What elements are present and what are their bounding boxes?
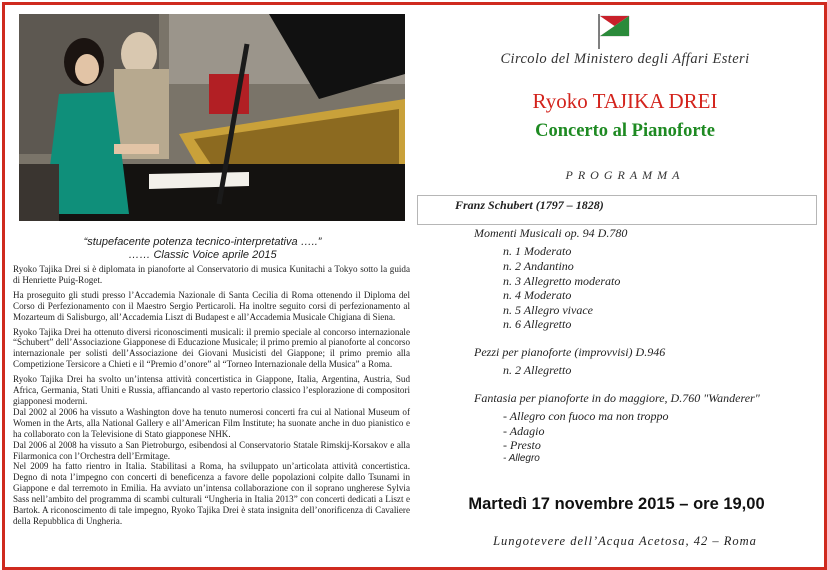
event-address: Lungotevere dell’Acqua Acetosa, 42 – Roma	[493, 534, 757, 548]
movement-item: n. 5 Allegro vivace	[503, 303, 593, 317]
review-quote: “stupefacente potenza tecnico-interpretativa …..”	[83, 236, 322, 248]
movement-item: n. 6 Allegretto	[503, 317, 572, 331]
bio-paragraph: Ryoko Tajika Drei si è diplomata in pianoforte al Conservatorio di musica Kunitachi a Tokyo sotto la guida di Henriette Puig-Roget.	[13, 264, 410, 285]
bio-paragraph: Dal 2002 al 2006 ha vissuto a Washington dove ha tenuto numerosi concerti fra cui al National Museum of Women in the Arts, alla National Gallery e all’American Film Institute; ha suonate anche in duo pianistico e ha collaborato con la Televisione di Stato giapponese NHK.	[13, 406, 410, 439]
artist-name: Ryoko TAJIKA DREI	[532, 89, 718, 113]
work-title: Momenti Musicali op. 94 D.780	[474, 226, 628, 240]
movement-item: - Allegro con fuoco ma non troppo	[503, 409, 669, 423]
bio-paragraph: Nel 2009 ha fatto rientro in Italia. Stabilitasi a Roma, ha sviluppato un’articolata attività concertistica. Degno di nota l’impegno con concerti di beneficenza a favore delle popolazioni colpite dallo Tsunami in Giappone e dal terremoto in Emilia. Ha avviato un’intensa collaborazione con il soprano ungherese Sylvia Sass nell’ambito del programma di scambi culturali “Ungheria in Italia 2013” con concerti dedicati a Liszt e Bartok. A riconoscimento di tale impegno, Ryoko Tajika Drei è stata insignita dell’onorificenza di Cavaliere della Repubblica di Ungheria.	[13, 461, 410, 526]
pianist-photo	[19, 14, 405, 221]
pianist-illustration	[19, 14, 405, 221]
movement-item: n. 4 Moderato	[503, 288, 572, 302]
club-name: Circolo del Ministero degli Affari Esteri	[500, 51, 750, 67]
movement-item: n. 1 Moderato	[503, 244, 572, 258]
bio-paragraph: Dal 2006 al 2008 ha vissuto a San Pietroburgo, esibendosi al Conservatorio Statale Rimskij-Korsakov e alla Filarmonica con l’Orchestra dell’Ermitage.	[13, 439, 410, 461]
biography	[13, 264, 410, 527]
movement-item: n. 2 Andantino	[503, 259, 574, 273]
movement-item: n. 2 Allegretto	[503, 363, 572, 377]
movement-item: - Adagio	[503, 424, 545, 438]
review-source: …… Classic Voice aprile 2015	[128, 249, 277, 261]
concert-title: Concerto al Pianoforte	[535, 121, 715, 141]
work-title: Fantasia per pianoforte in do maggiore, D.760 "Wanderer"	[474, 391, 760, 405]
club-flag-icon	[596, 13, 630, 54]
bio-paragraph: Ha proseguito gli studi presso l’Accademia Nazionale di Santa Cecilia di Roma ottenendo il Diploma del Corso di Perfezionamento con il Maestro Sergio Perticaroli. Ha inoltre seguito corsi di perfezionamento al Mozarteum di Salisburgo, all’Accademia Liszt di Budapest e all’Accademia Musicale Chigiana di Siena.	[13, 289, 410, 322]
event-datetime: Martedì 17 novembre 2015 – ore 19,00	[468, 495, 765, 513]
movement-item: - Allegro	[503, 453, 540, 464]
movement-item: - Presto	[503, 438, 541, 452]
bio-paragraph: Ryoko Tajika Drei ha svolto un’intensa attività concertistica in Giappone, Italia, Argentina, Austria, Sud Africa, Germania, Stati Uniti e Russia, affiancando al vasto repertorio classico l’esplorazione di compositori giapponesi moderni.	[13, 374, 410, 406]
bio-paragraph: Ryoko Tajika Drei ha ottenuto diversi riconoscimenti musicali: il premio speciale al concorso internazionale “Schubert” dell’Associazione Giapponese di Educazione Musicale; il primo premio al pianoforte al concorso internazionale per solisti dell’Associazione dei Giovani Musicisti del Giappone; il primo premio alla Competizione Tersicore a Chieti e il “Premio d’onore” al “Torneo Internazionale della Musica” a Roma.	[13, 326, 410, 370]
composer-name: Franz Schubert (1797 – 1828)	[455, 198, 604, 212]
program-heading: PROGRAMMA	[565, 168, 685, 182]
work-title: Pezzi per pianoforte (improvvisi) D.946	[474, 345, 666, 359]
movement-item: n. 3 Allegretto moderato	[503, 274, 621, 288]
